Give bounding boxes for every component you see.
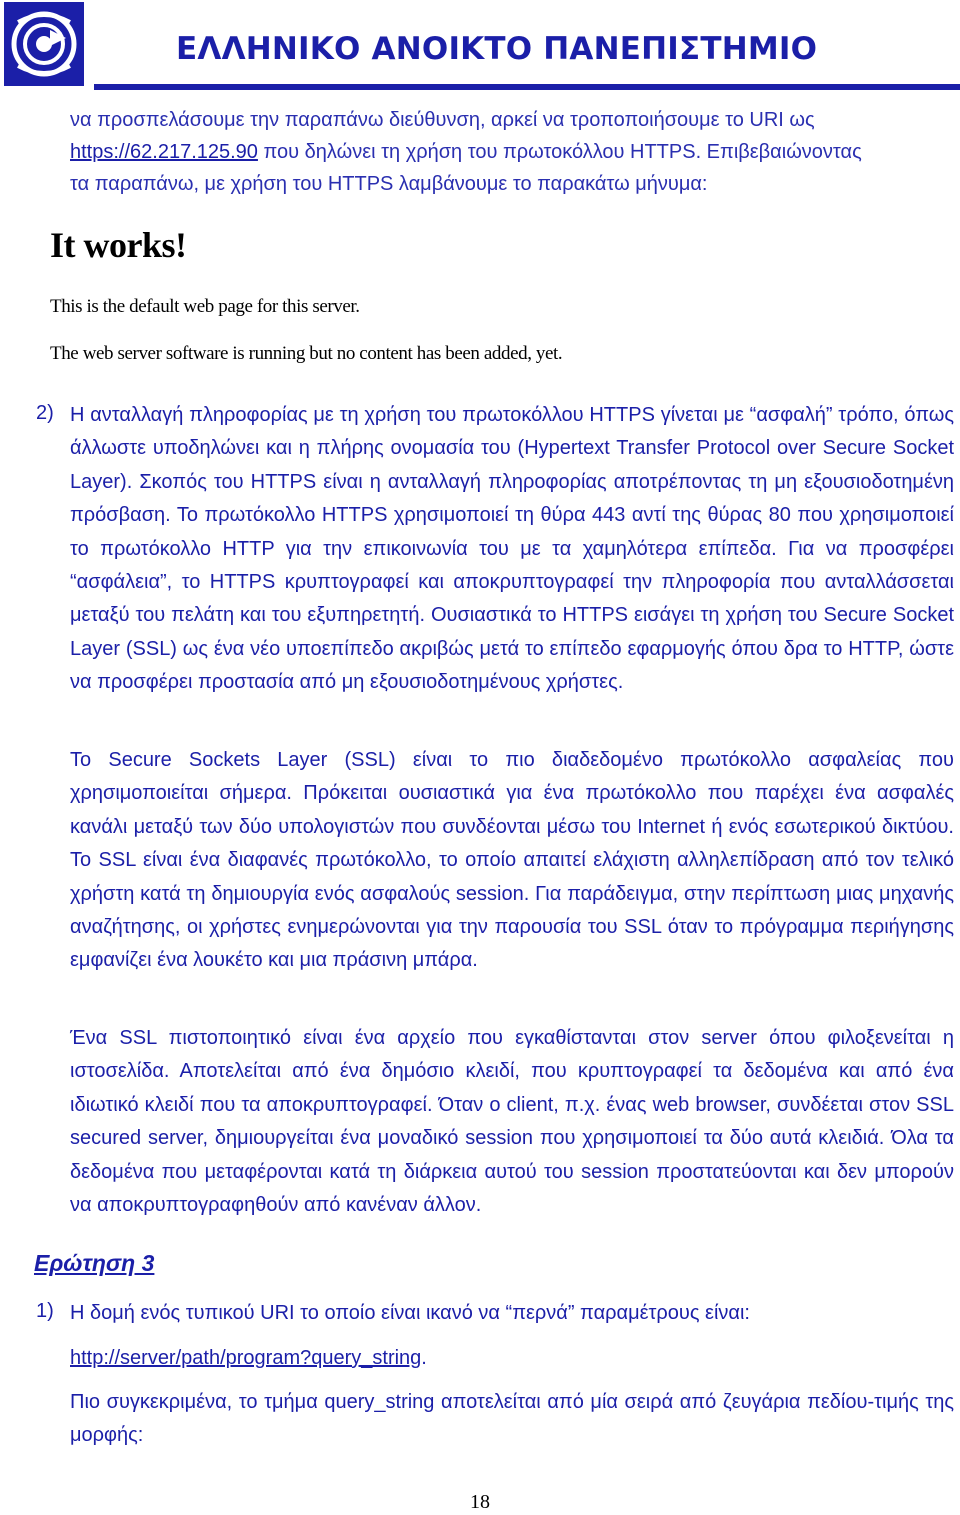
- item2-number: 2): [36, 402, 54, 424]
- intro-line3: τα παραπάνω, με χρήση του HTTPS λαμβάνουμε το παρακάτω μήνυμα:: [70, 173, 708, 195]
- ssl-certificate-paragraph: Ένα SSL πιστοποιητικό είναι ένα αρχείο που εγκαθίστανται στον server όπου φιλοξενείται η ιστοσελίδα. Αποτελείται από ένα δημόσιο κλειδί, που κρυπτογραφεί τα δεδομένα και από ένα ιδιωτικό κλειδί που τα αποκρυπτογραφεί. Όταν ο client, π.χ. ένας web browser, συνδέεται στον SSL secured server, δημιουργείται ένα μοναδικό session που χρησιμοποιεί τα δύο αυτά κλειδιά. Όλα τα δεδομένα που μεταφέρονται κατά τη διάρκεια αυτού του session προστατεύονται και δεν μπορούν να αποκρυπτογραφηθούν από κανέναν άλλον.: [70, 1027, 954, 1217]
- intro-line2: που δηλώνει τη χρήση του πρωτοκόλλου HTTPS. Επιβεβαιώνοντας: [257, 141, 862, 163]
- university-logo-icon: [4, 2, 84, 86]
- question-item1-text: Η δομή ενός τυπικού URI το οποίο είναι ικανό να “περνά” παραμέτρους είναι:: [70, 1302, 750, 1324]
- it-works-heading: It works!: [50, 225, 187, 265]
- intro-paragraph: [70, 104, 954, 200]
- ssl-paragraph: Το Secure Sockets Layer (SSL) είναι το πιο διαδεδομένο πρωτόκολλο ασφαλείας που χρησιμοποιείται σήμερα. Πρόκειται ουσιαστικά για ένα πρωτόκολλο που παρέχει ένα ασφαλές κανάλι μεταξύ των δύο υπολογιστών που συνδέονται μέσω του Internet ή ενός εσωτερικού δικτύου. Το SSL είναι ένα διαφανές πρωτόκολλο, το οποίο απαιτεί ελάχιστη αλληλεπίδραση από τον τελικό χρήστη κατά τη δημιουργία ενός ασφαλούς session. Για παράδειγμα, στην περίπτωση μιας μηχανής αναζήτησης, οι χρήστες ενημερώνονται για την παρουσία του SSL όταν το πρόγραμμα περιήγησης εμφανίζει ένα λουκέτο και μια πράσινη μπάρα.: [70, 749, 954, 972]
- intro-line1: να προσπελάσουμε την παραπάνω διεύθυνση, αρκεί να τροποποιήσουμε το URI ως: [70, 109, 815, 131]
- page-header-title: ΕΛΛΗΝΙΚΟ ΑΝΟΙΚΤΟ ΠΑΝΕΠΙΣΤΗΜΙΟ: [176, 31, 818, 67]
- question-3-heading: Ερώτηση 3: [34, 1250, 155, 1276]
- https-paragraph: Η ανταλλαγή πληροφορίας με τη χρήση του πρωτοκόλλου HTTPS γίνεται με “ασφαλή” τρόπο, όπως άλλωστε υποδηλώνει και η πλήρης ονομασία του (Hypertext Transfer Protocol over Secure Socket Layer). Σκοπός του HTTPS είναι η ανταλλαγή πληροφορίας αποτρέποντας τη μη εξουσιοδοτημένη πρόσβαση. Το πρωτόκολλο HTTPS χρησιμοποιεί τη θύρα 443 αντί της θύρας 80 που χρησιμοποιεί το πρωτόκολλο HTTP για την επικοινωνία του με τα χαμηλότερα επίπεδα. Για να προσφέρει “ασφάλεια”, το HTTPS κρυπτογραφεί και αποκρυπτογραφεί την πληροφορία που ανταλλάσσεται μεταξύ του πελάτη και του εξυπηρετητή. Ουσιαστικά το HTTPS εισάγει τη χρήση του Secure Socket Layer (SSL) ως ένα νέο υποεπίπεδο ακριβώς μετά το επίπεδο εφαρμογής όπου δρα το HTTP, ώστε να προσφέρει προστασία από μη εξουσιοδοτημένους χρήστες.: [70, 404, 954, 694]
- it-works-screenshot: [50, 224, 650, 374]
- uri-example-link[interactable]: http://server/path/program?query_string: [70, 1347, 422, 1369]
- intro-ip-link[interactable]: https://62.217.125.90: [70, 141, 258, 163]
- default-page-text: This is the default web page for this server.: [50, 296, 360, 317]
- uri-example: [70, 1342, 954, 1375]
- question-item1-number: 1): [36, 1300, 54, 1322]
- server-running-text: The web server software is running but no content has been added, yet.: [50, 343, 563, 364]
- header-divider: [94, 84, 960, 90]
- query-string-paragraph: Πιο συγκεκριμένα, το τμήμα query_string αποτελείται από μία σειρά από ζευγάρια πεδίου-τιμής της μορφής:: [70, 1391, 954, 1447]
- uri-example-period: .: [421, 1347, 427, 1369]
- page-number: 18: [470, 1491, 490, 1513]
